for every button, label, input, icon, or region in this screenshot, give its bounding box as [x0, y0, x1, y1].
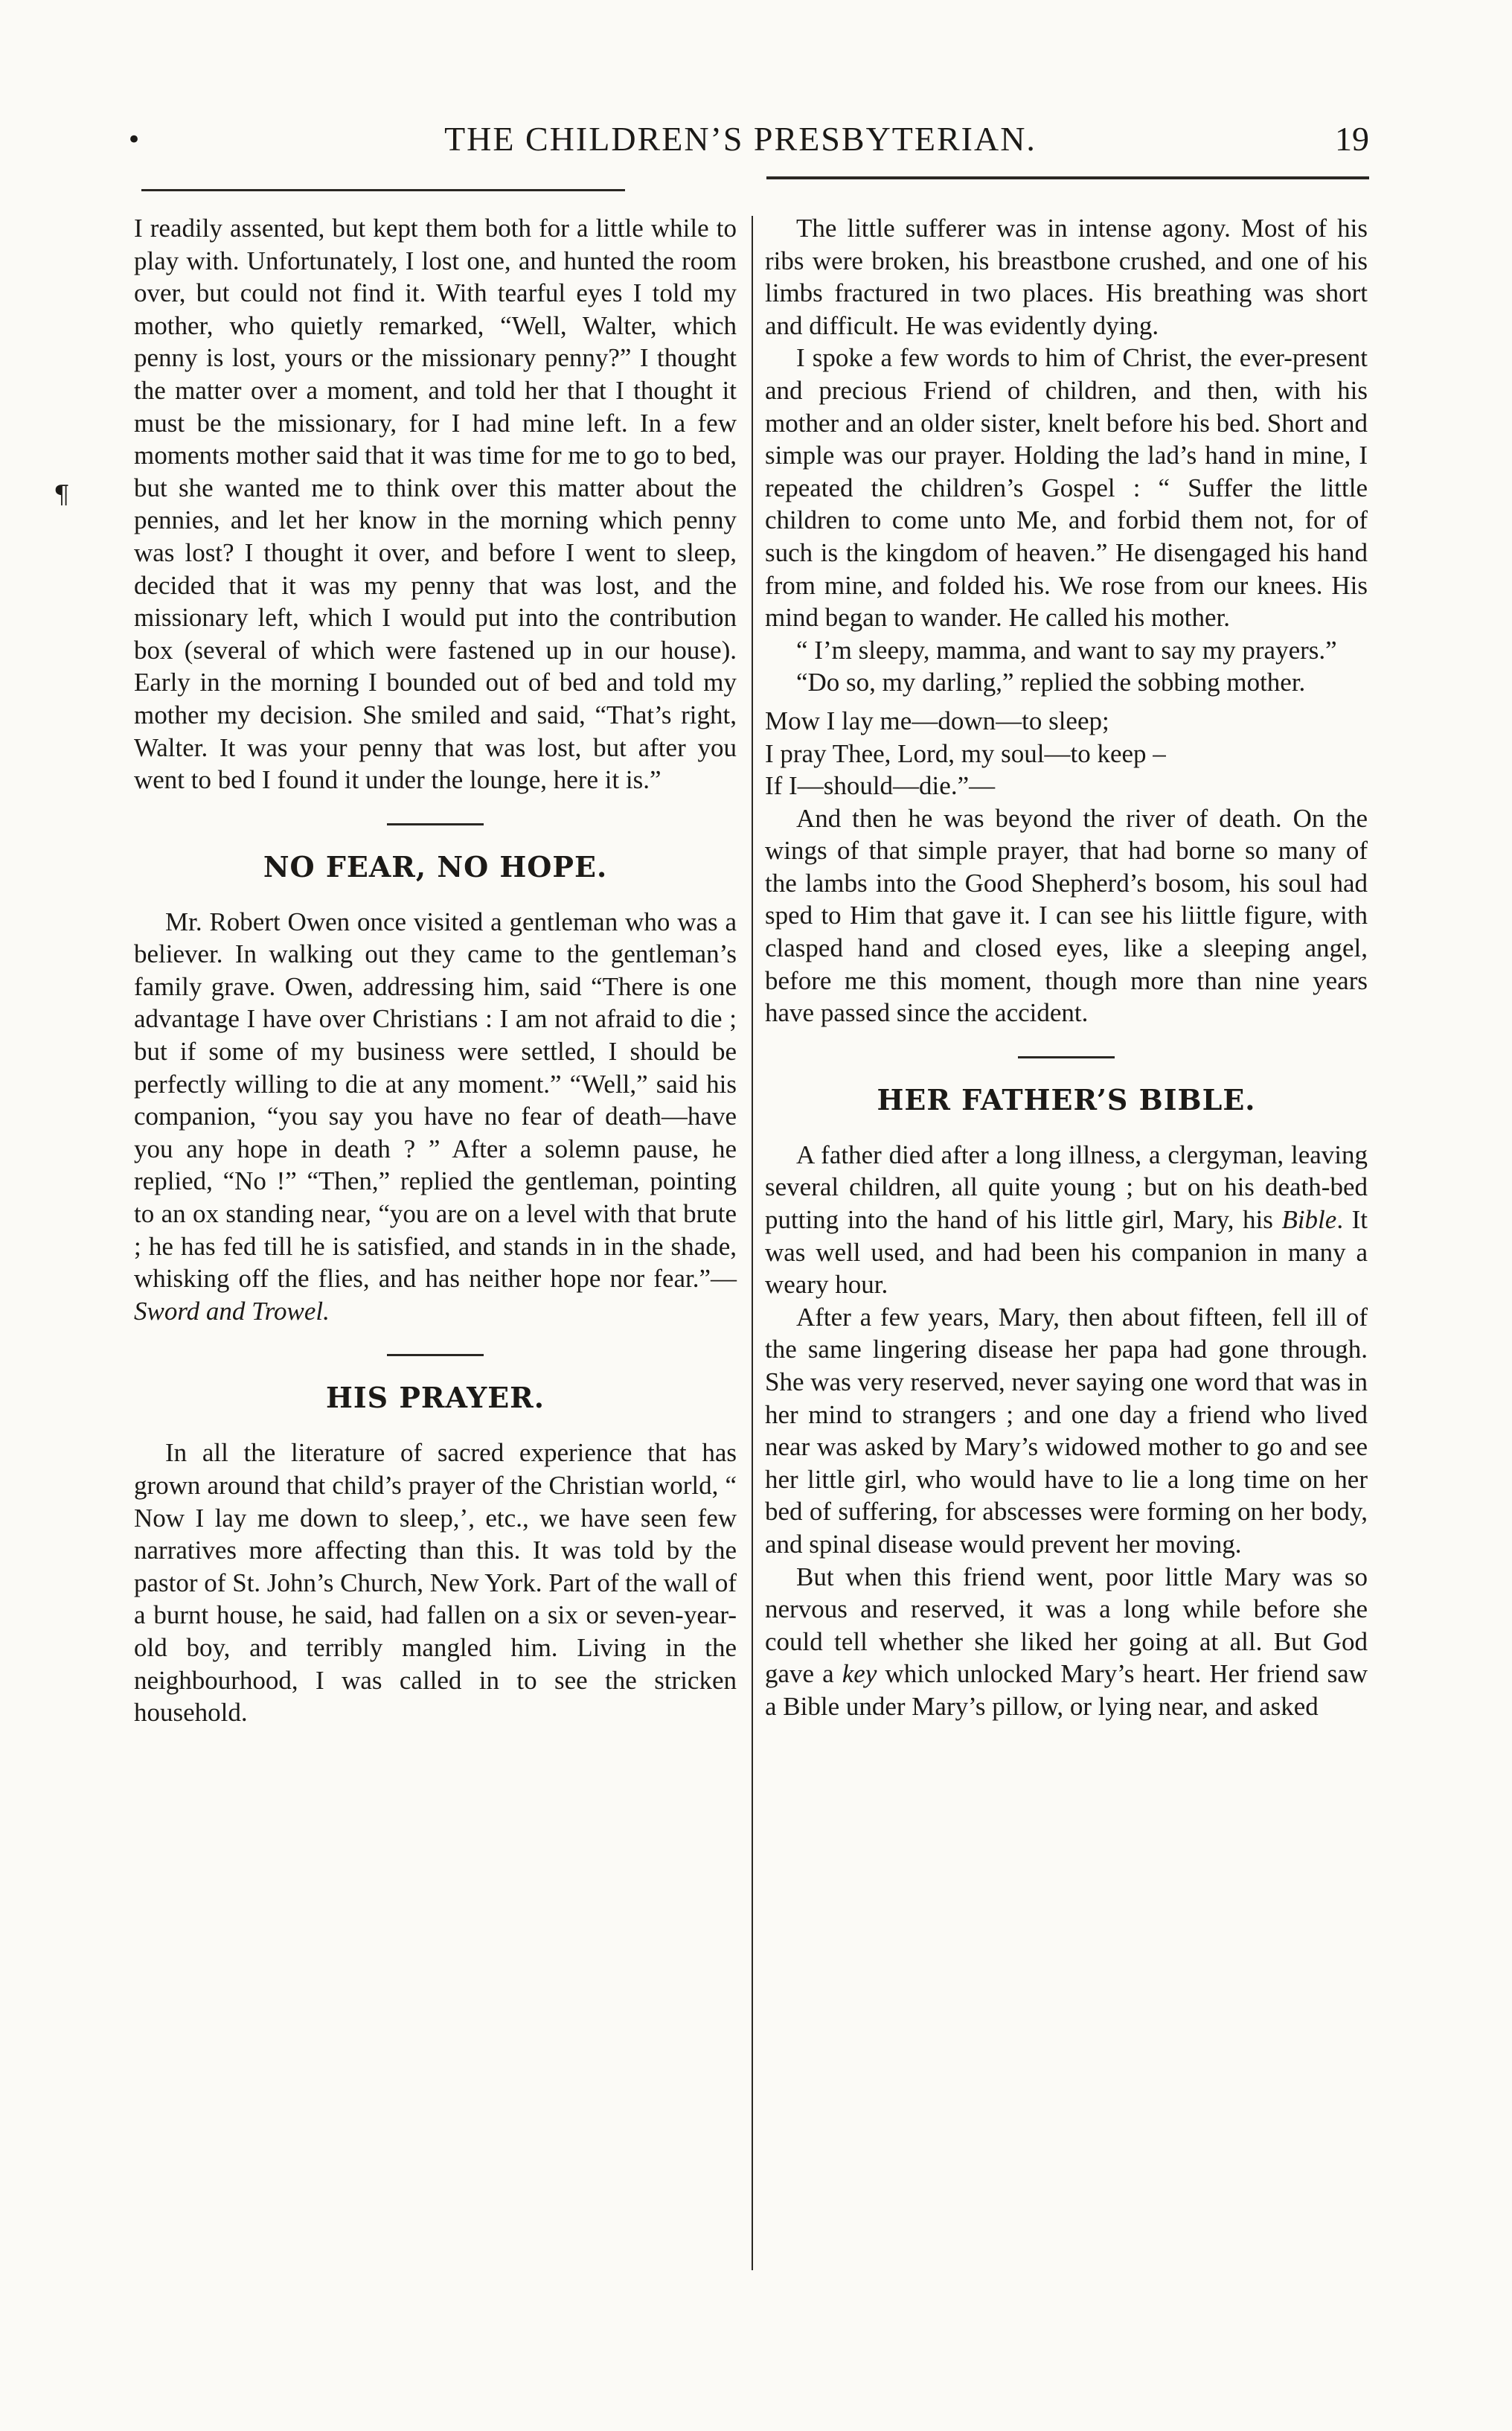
- left-column: [134, 212, 737, 1729]
- story-paragraph: “ I’m sleepy, mamma, and want to say my prayers.”: [796, 635, 1337, 665]
- section-separator: [387, 823, 484, 825]
- article-heading-no-fear: NO FEAR, NO HOPE.: [263, 849, 608, 884]
- article-text: Mr. Robert Owen once visited a gentleman who was a believer. In walking out they came to the gentleman’s family grave. Owen, addressing him, said “There is one advantage I have over Christians : I am not afraid to die ; but if some of my business were settled, I should be perfectly willing to die at any moment.” “Well,” said his companion, “you say you have no fear of death—have you any hope in death ? ” After a solemn pause, he replied, “No !” “Then,” replied the gentleman, pointing to an ox standing near, “you are on a level with that brute ; he has fed till he is satisfied, and stands in in the shade, whisking off the flies, and has neither hope nor fear.”—: [134, 907, 737, 1294]
- header-bullet: •: [126, 125, 142, 155]
- article-paragraph: [765, 1561, 1368, 1723]
- story-paragraph: The little sufferer was in intense agony. Most of his ribs were broken, his breastbone crushed, and one of his limbs fractured in two places. His breathing was short and difficult. He was evidently dying.: [765, 214, 1368, 340]
- section-separator: [1018, 1056, 1115, 1058]
- article-source: Sword and Trowel.: [134, 1296, 330, 1326]
- page-number: 19: [1335, 120, 1369, 158]
- article-heading-her-fathers-bible: HER FATHER’S BIBLE.: [877, 1082, 1256, 1117]
- intro-paragraph: I readily assented, but kept them both for a little while to play with. Unfortunately, I lost one, and hunted the room over, but could not find it. With tearful eyes I told my mother, who quietly remarked, “Well, Walter, which penny is lost, yours or the missionary penny?” I thought the matter over a moment, and told her that I thought it must be the missionary, for I had mine left. In a few moments mother said that it was time for me to go to bed, but she wanted me to think over this matter about the pennies, and let her know in the morning which penny was lost? I thought it over, and before I went to sleep, decided that it was my penny that was lost, and the missionary left, which I would put into the contribution box (several of which were fastened up in our house). Early in the morning I bounded out of bed and told my mother my decision. She smiled and said, “That’s right, Walter. It was your penny that was lost, but after you went to bed I found it under the lounge, here it is.”: [134, 214, 737, 795]
- verse-line: If I—should—die.”—: [765, 771, 996, 801]
- text-span: But when this friend went, poor little Mary was so nervous and reserved, it was a long while before she could tell whether she liked her going at all. But God gave a: [765, 1562, 1368, 1689]
- magazine-title: THE CHILDREN’S PRESBYTERIAN.: [444, 120, 1037, 158]
- section-separator: [387, 1354, 484, 1356]
- article-paragraph: [134, 906, 737, 1328]
- story-paragraph: “Do so, my darling,” replied the sobbing mother.: [796, 668, 1306, 697]
- column-divider: [752, 216, 753, 2270]
- article-heading-his-prayer: HIS PRAYER.: [326, 1381, 545, 1415]
- page-header: [112, 112, 1369, 164]
- verse-line: I pray Thee, Lord, my soul—to keep –: [765, 738, 1166, 768]
- text-span: . It was well used, and had been his companion in many a weary hour.: [765, 1205, 1368, 1300]
- story-paragraph: I spoke a few words to him of Christ, the ever-present and precious Friend of children, and then, with his mother and an older sister, knelt before his bed. Short and simple was our prayer. Holding the lad’s hand in mine, I repeated the children’s Gospel : “ Suffer the little children to come unto Me, and forbid them not, for of such is the kingdom of heaven.” He disengaged his hand from mine, and folded his. We rose from our knees. His mind began to wander. He called his mother.: [765, 343, 1368, 633]
- right-column: [765, 212, 1368, 1723]
- text-span: which unlocked Mary’s heart. Her friend saw a Bible under Mary’s pillow, or lying near, and asked: [765, 1659, 1368, 1721]
- article-paragraph: [765, 1139, 1368, 1301]
- text-span: A father died after a long illness, a clergyman, leaving several children, all quite young ; but on his death-bed putting into the hand of his little girl, Mary, his: [765, 1140, 1368, 1235]
- margin-mark: ¶: [54, 480, 70, 510]
- prayer-verse: [765, 705, 1368, 802]
- story-paragraph: And then he was beyond the river of death. On the wings of that simple prayer, that had borne so many of the lambs into the Good Shepherd’s bosom, his soul had sped to Him that gave it. I can see his liittle figure, with clasped hand and closed eyes, like a sleeping angel, before me this moment, though more than nine years have passed since the accident.: [765, 803, 1368, 1028]
- article-paragraph: In all the literature of sacred experience that has grown around that child’s prayer of the Christian world, “ Now I lay me down to sleep,’, etc., we have seen few narratives more affecting than this. It was told by the pastor of St. John’s Church, New York. Part of the wall of a burnt house, he said, had fallen on a six or seven-year-old boy, and terribly mangled him. Living in the neighbourhood, I was called in to see the stricken household.: [134, 1438, 737, 1728]
- italic-word: Bible: [1281, 1205, 1337, 1235]
- italic-word: key: [842, 1659, 877, 1689]
- header-rule-left: [141, 189, 625, 191]
- header-rule-right: [766, 176, 1369, 179]
- article-paragraph: After a few years, Mary, then about fifteen, fell ill of the same lingering disease her papa had gone through. She was very reserved, never saying one word that was in her mind to strangers ; and one day a friend who lived near was asked by Mary’s widowed mother to go and see her little girl, who would have to lie a long time on her bed of suffering, for abscesses were forming on her body, and spinal disease would prevent her moving.: [765, 1302, 1368, 1559]
- verse-line: Mow I lay me—down—to sleep;: [765, 706, 1109, 735]
